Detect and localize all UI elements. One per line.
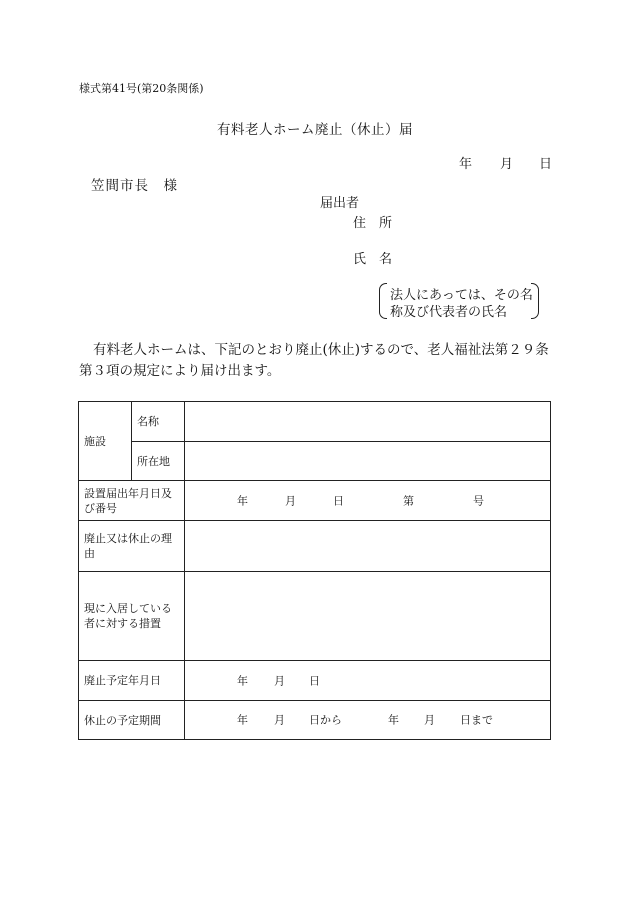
month-label: 月 [500, 157, 514, 172]
facility-location-field[interactable] [185, 442, 551, 481]
closure-date-label: 廃止予定年月日 [79, 661, 185, 701]
setup-month: 月 [285, 494, 296, 507]
body-line1: 有料老人ホームは、下記のとおり廃止(休止)するので、老人福祉法第２９条 [93, 342, 549, 358]
left-bracket [379, 283, 387, 319]
facility-name-field[interactable] [185, 402, 551, 442]
setup-dai: 第 [403, 494, 414, 507]
body-line2: 第３項の規定により届け出ます。 [79, 363, 281, 379]
right-bracket [531, 283, 539, 319]
suspension-end-year: 年 [388, 713, 399, 727]
closure-day: 日 [309, 674, 320, 687]
date-line [459, 153, 552, 172]
facility-location-label: 所在地 [132, 442, 185, 481]
closure-month: 月 [274, 674, 285, 687]
table-row [79, 661, 551, 701]
suspension-end-month: 月 [424, 713, 435, 727]
suspension-start-day: 日から [309, 713, 342, 727]
table-row [79, 521, 551, 572]
suspension-period-label: 休止の予定期間 [79, 701, 185, 740]
addressee: 笠間市長 様 [91, 178, 178, 194]
reason-label: 廃止又は休止の理由 [79, 521, 185, 572]
corp-note-line2: 称及び代表者の氏名 [390, 305, 508, 320]
table-row [79, 481, 551, 521]
address-label: 住 所 [353, 216, 393, 231]
setup-notice-label: 設置届出年月日及び番号 [79, 481, 185, 521]
name-label: 氏 名 [353, 252, 393, 267]
setup-day: 日 [333, 494, 344, 507]
year-label: 年 [459, 157, 473, 172]
suspension-start-year: 年 [237, 713, 248, 727]
notifier-label: 届出者 [320, 196, 360, 211]
suspension-end-day: 日まで [460, 713, 493, 727]
setup-go: 号 [473, 494, 484, 507]
suspension-period-field[interactable] [185, 701, 551, 740]
closure-date-field[interactable] [185, 661, 551, 701]
table-row [79, 402, 551, 442]
measures-label: 現に入居している者に対する措置 [79, 572, 185, 661]
setup-year: 年 [237, 494, 248, 507]
corp-note-line1: 法人にあっては、その名 [390, 288, 533, 303]
table-row [79, 442, 551, 481]
reason-field[interactable] [185, 521, 551, 572]
table-row [79, 701, 551, 740]
document-title: 有料老人ホーム廃止（休止）届 [217, 122, 413, 138]
form-number: 様式第41号(第20条関係) [79, 82, 204, 95]
measures-field[interactable] [185, 572, 551, 661]
suspension-start-month: 月 [274, 713, 285, 727]
day-label: 日 [539, 157, 553, 172]
table-row [79, 572, 551, 661]
closure-year: 年 [237, 674, 248, 687]
setup-notice-field[interactable] [185, 481, 551, 521]
facility-label: 施設 [79, 402, 132, 481]
facility-name-label: 名称 [132, 402, 185, 442]
corporation-note [379, 283, 539, 319]
form-table [78, 401, 551, 740]
body-paragraph [79, 340, 559, 382]
